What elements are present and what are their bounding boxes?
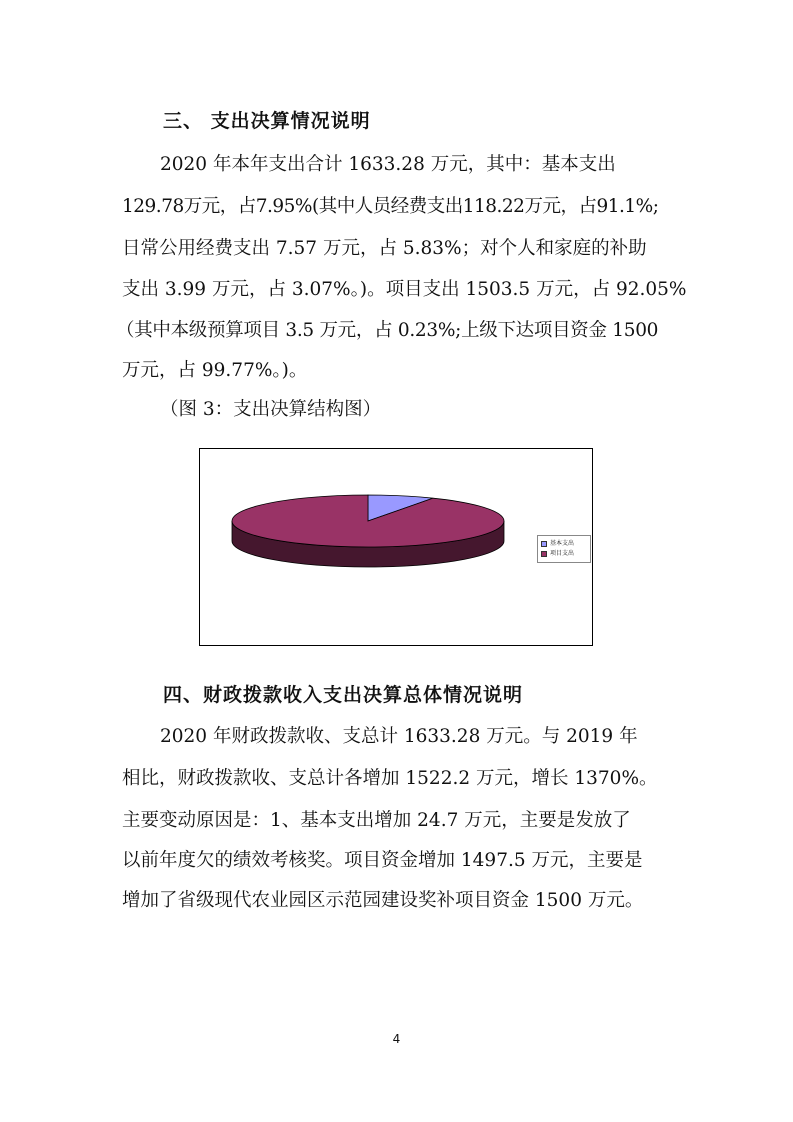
legend-item-project (541, 551, 574, 557)
section3-line-1: 2020 年本年支出合计 1633.28 万元，其中：基本支出 (160, 154, 616, 175)
expenditure-pie-chart (199, 448, 593, 646)
section3-line-6: 万元，占 99.77%。)。 (122, 360, 308, 381)
legend-swatch-project (541, 551, 547, 557)
section4-line-5: 增加了省级现代农业园区示范园建设奖补项目资金 1500 万元。 (122, 890, 644, 911)
chart-legend (537, 535, 591, 563)
section3-heading: 三、 支出决算情况说明 (163, 110, 371, 132)
section3-line-4: 支出 3.99 万元，占 3.07%。)。项目支出 1503.5 万元，占 92.05% (122, 279, 687, 300)
section3-line-3: 日常公用经费支出 7.57 万元，占 5.83%；对个人和家庭的补助 (122, 238, 647, 259)
figure-caption: （图 3：支出决算结构图） (160, 399, 382, 420)
legend-label-project: 项目支出 (550, 550, 575, 557)
section4-heading: 四、财政拨款收入支出决算总体情况说明 (163, 684, 524, 706)
legend-swatch-basic (541, 541, 547, 547)
section4-line-2: 相比，财政拨款收、支总计各增加 1522.2 万元，增长 1370%。 (122, 768, 658, 789)
pie-chart-svg (200, 449, 592, 645)
section4-line-4: 以前年度欠的绩效考核奖。项目资金增加 1497.5 万元，主要是 (122, 850, 643, 871)
legend-label-basic: 基本支出 (550, 540, 575, 547)
legend-item-basic (541, 541, 574, 547)
section3-line-5: （其中本级预算项目 3.5 万元，占 0.23%;上级下达项目资金 1500 (116, 320, 659, 341)
section4-line-1: 2020 年财政拨款收、支总计 1633.28 万元。与 2019 年 (160, 726, 638, 747)
section3-line-2: 129.78万元，占7.95%(其中人员经费支出118.22万元，占91.1%; (122, 196, 659, 217)
page-number: 4 (392, 1032, 401, 1046)
pie-slice-1 (232, 495, 504, 547)
section4-line-3: 主要变动原因是：1、基本支出增加 24.7 万元，主要是发放了 (122, 810, 631, 831)
